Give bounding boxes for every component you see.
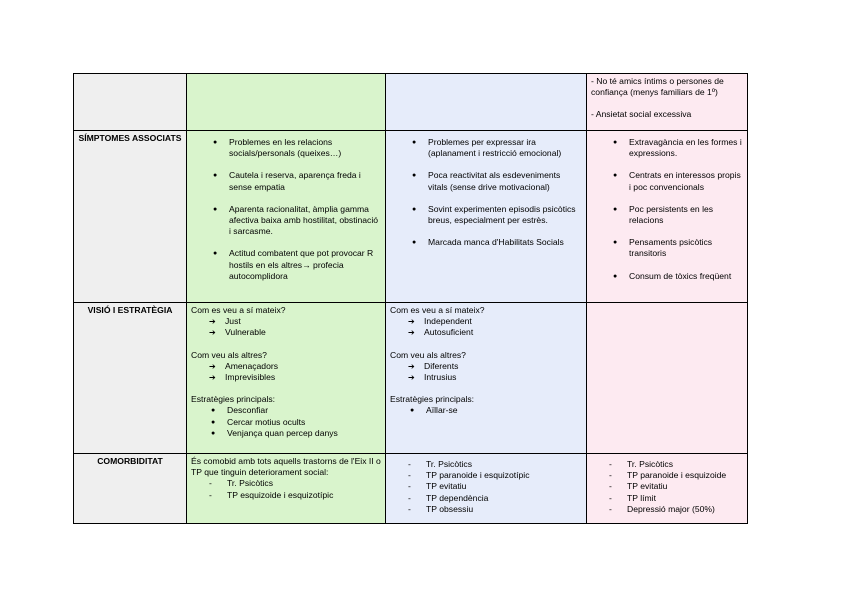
list-item: ● Consum de tòxics freqüent xyxy=(591,271,743,282)
list-item: - TP evitatiu xyxy=(390,481,582,492)
comorbiditat-col1 xyxy=(187,454,386,524)
list-item: ● Desconfiar xyxy=(191,405,381,416)
list-item: ➔ Diferents xyxy=(390,361,582,372)
list-item: ● Marcada manca d'Habilitats Socials xyxy=(390,237,582,248)
simptomes-col3 xyxy=(587,131,748,303)
list-item: ● Problemes per expressar ira (aplanament i restricció emocional) xyxy=(390,137,582,159)
table-row xyxy=(74,454,748,524)
row-header-empty xyxy=(74,74,187,131)
list-item: ● Problemes en les relacions socials/personals (queixes…) xyxy=(191,137,381,159)
list-item: ● Cautela i reserva, aparença freda i sense empatia xyxy=(191,170,381,192)
top-cell-col3 xyxy=(587,74,748,131)
top-cell-col2 xyxy=(386,74,587,131)
row-header-simptomes: SÍMPTOMES ASSOCIATS xyxy=(74,131,187,303)
list-item: ● Cercar motius ocults xyxy=(191,417,381,428)
list-item: - TP esquizoide i esquizotípic xyxy=(191,490,381,501)
comorbiditat-col2 xyxy=(386,454,587,524)
list-item: ● Centrats en interessos propis i poc convencionals xyxy=(591,170,743,192)
list-item: ➔ Just xyxy=(191,316,381,327)
table-row xyxy=(74,74,748,131)
question-text: Estratègies principals: xyxy=(390,394,475,405)
list-item: ● Sovint experimenten episodis psicòtics breus, especialment per estrès. xyxy=(390,204,582,226)
list-item: - Tr. Psicòtics xyxy=(390,459,582,470)
list-item: - TP evitatiu xyxy=(591,481,743,492)
list-item: ● Extravagància en les formes i expressions. xyxy=(591,137,743,159)
question-text: Com veu als altres? xyxy=(191,349,267,360)
simptomes-col2 xyxy=(386,131,587,303)
list-item: ● Poca reactivitat als esdeveniments vitals (sense drive motivacional) xyxy=(390,170,582,192)
top-line: - No té amics íntims o persones de confiança (menys familiars de 1º) xyxy=(591,76,724,98)
table-row xyxy=(74,131,748,303)
visio-col2 xyxy=(386,303,587,454)
question-text: Com es veu a sí mateix? xyxy=(191,305,286,315)
list-item: - TP paranoide i esquizotípic xyxy=(390,470,582,481)
list-item: - TP paranoide i esquizoide xyxy=(591,470,743,481)
row-header-comorbiditat: COMORBIDITAT xyxy=(74,454,187,524)
visio-col3 xyxy=(587,303,748,454)
list-item: ➔ Amenaçadors xyxy=(191,361,381,372)
row-header-visio: VISIÓ I ESTRATÈGIA xyxy=(74,303,187,454)
list-item: ● Pensaments psicòtics transitoris xyxy=(591,237,743,259)
list-item: ➔ Imprevisibles xyxy=(191,372,381,383)
comorbiditat-col3 xyxy=(587,454,748,524)
list-item: ➔ Independent xyxy=(390,316,582,327)
question-text: Com es veu a sí mateix? xyxy=(390,305,485,315)
list-item: ➔ Vulnerable xyxy=(191,327,381,338)
list-item: - Tr. Psicòtics xyxy=(591,459,743,470)
top-cell-col1 xyxy=(187,74,386,131)
list-item: ● Actitud combatent que pot provocar R hostils en els altres→ profecia autocomplidora xyxy=(191,248,381,282)
personality-disorder-table xyxy=(73,73,748,524)
table-row xyxy=(74,303,748,454)
visio-col1 xyxy=(187,303,386,454)
list-item: ● Aïllar-se xyxy=(390,405,582,416)
intro-text: És comobid amb tots aquells trastorns de l'Eix II o TP que tinguin deteriorament social: xyxy=(191,456,381,478)
list-item: ● Poc persistents en les relacions xyxy=(591,204,743,226)
list-item: ● Aparenta racionalitat, àmplia gamma afectiva baixa amb hostilitat, obstinació i sarcasme. xyxy=(191,204,381,238)
list-item: - TP obsessiu xyxy=(390,504,582,515)
list-item: - TP dependència xyxy=(390,493,582,504)
question-text: Estratègies principals: xyxy=(191,394,276,405)
list-item: ➔ Autosuficient xyxy=(390,327,582,338)
list-item: ➔ Intrusius xyxy=(390,372,582,383)
list-item: - Depressió major (50%) xyxy=(591,504,743,515)
list-item: - TP límit xyxy=(591,493,743,504)
simptomes-col1 xyxy=(187,131,386,303)
top-line: - Ansietat social excessiva xyxy=(591,109,692,120)
list-item: - Tr. Psicòtics xyxy=(191,478,381,489)
list-item: ● Venjança quan percep danys xyxy=(191,428,381,439)
question-text: Com veu als altres? xyxy=(390,349,466,360)
